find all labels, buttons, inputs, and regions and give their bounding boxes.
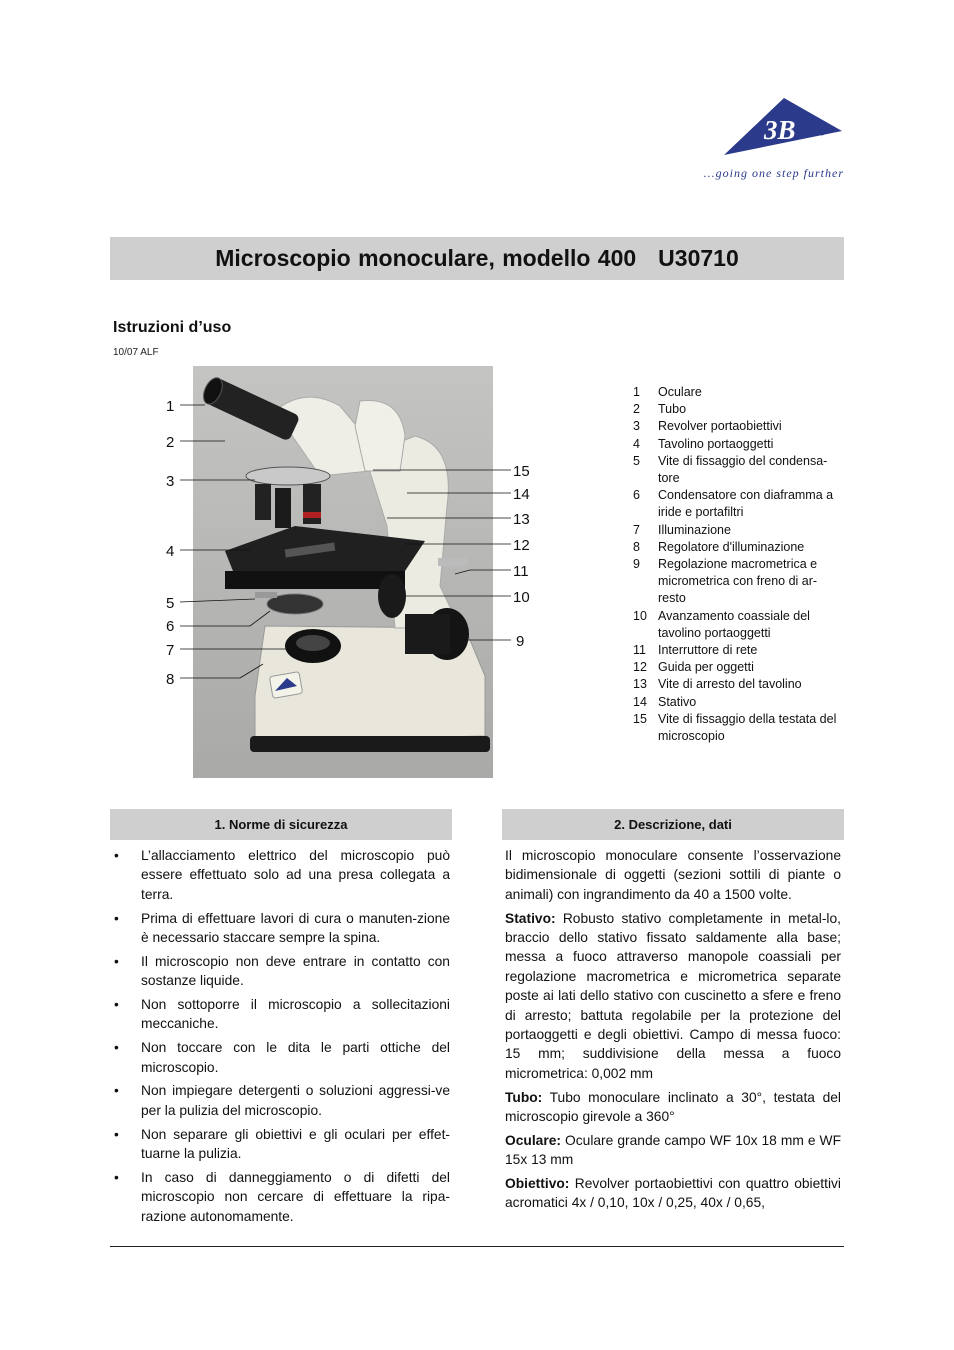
callout-label: 5 [166,595,175,612]
safety-list [110,846,450,1230]
parts-legend [633,384,843,745]
legend-item: 10 Avanzamento coassiale del tavolino portaoggetti [633,608,810,640]
callout-label: 11 [513,563,529,580]
legend-item: 12 Guida per oggetti [633,660,754,675]
legend-item: 3 Revolver portaobiettivi [633,419,782,434]
legend-item: 11 Interruttore di rete [633,643,758,658]
description-section-heading: 2. Descrizione, dati [502,809,844,840]
callout-label: 7 [166,642,175,659]
description-intro: Il microscopio monoculare consente l’osservazione bidimensionale di oggetti (sezioni sottili di piante o animali) con ingrandimento da 40 a 1500 volte. [505,848,841,902]
list-item: • L’allacciamento elettrico del microscopio può essere effettuato solo ad una presa collegata a terra. [110,846,450,904]
list-item: • Prima di effettuare lavori di cura o manuten-zione è necessario staccare sempre la spina. [110,909,450,948]
callout-label: 4 [166,543,175,560]
description-paragraph: Oculare: Oculare grande campo WF 10x 18 mm e WF 15x 13 mm [505,1132,841,1168]
legend-item: 13 Vite di arresto del tavolino [633,677,802,692]
list-item: • Non impiegare detergenti o soluzioni aggressi-ve per la pulizia del microscopio. [110,1081,450,1120]
legend-item: 1 Oculare [633,385,702,399]
callout-label: 9 [516,633,525,650]
callout-label: 3 [166,473,175,490]
list-item: • Il microscopio non deve entrare in contatto con sostanze liquide. [110,952,450,991]
callout-label: 10 [513,589,530,606]
callout-label: 1 [166,398,175,415]
product-code: U30710 [658,245,739,271]
list-item: • Non separare gli obiettivi e gli oculari per effet-tuarne la pulizia. [110,1125,450,1164]
legend-item: 15 Vite di fissaggio della testata del microscopio [633,711,837,744]
callout-label: 8 [166,671,175,688]
legend-item: 9 Regolazione macrometrica e micrometrica con freno di ar-resto [633,557,818,606]
description-paragraph: Obiettivo: Revolver portaobiettivi con quattro obiettivi acromatici 4x / 0,10, 10x / 0,25, 40x / 0,65, [505,1176,841,1211]
footer-divider [110,1246,844,1247]
callout-label: 15 [513,463,530,480]
svg-text:3B: 3B [764,115,796,145]
callout-label: 13 [513,511,530,528]
callout-label: 12 [513,537,530,554]
brand-tagline: ...going one step further [703,166,844,180]
callout-label: 14 [513,486,530,503]
legend-item: 14 Stativo [633,694,697,709]
safety-section-heading: 1. Norme di sicurezza [110,809,452,840]
legend-item: 7 Illuminazione [633,522,731,537]
title-bar [110,237,844,280]
legend-item: 2 Tubo [633,402,687,417]
date-code: 10/07 ALF [113,347,159,358]
description-paragraph: Stativo: Robusto stativo completamente in metal-lo, braccio dello stativo fissato saldamente alla base; messa a fuoco attraverso manopole coassiali per regolazione macrometrica e micrometrica separate poste ai lati dello stativo con cuscinetto a sfere e freno di arresto; battuta regolabile per la protezione del portaoggetti e degli obiettivi. Campo di messa fuoco: 15 mm; suddivisione della messa a fuoco micrometrica: 0,002 mm [505,910,841,1081]
instructions-heading: Istruzioni d’uso [113,319,232,336]
list-item: • Non toccare con le dita le parti ottiche del microscopio. [110,1038,450,1077]
microscope-figure [155,366,540,778]
description-body [505,846,841,1217]
legend-item: 8 Regolatore d'illuminazione [633,539,805,554]
callout-label: 2 [166,434,175,451]
description-paragraph: Tubo: Tubo monoculare inclinato a 30°, testata del microscopio girevole a 360° [505,1089,841,1125]
callout-label: 6 [166,618,175,635]
legend-item: 6 Condensatore con diaframma a iride e portafiltri [633,488,834,520]
list-item: • Non sottoporre il microscopio a sollecitazioni meccaniche. [110,995,450,1034]
page-title: Microscopio monoculare, modello 400 [215,245,637,271]
legend-item: 4 Tavolino portaoggetti [633,436,774,451]
list-item: • In caso di danneggiamento o di difetti del microscopio non cercare di effettuare la ripa-razione autonomamente. [110,1168,450,1226]
legend-item: 5 Vite di fissaggio del condensa-tore [633,453,828,486]
